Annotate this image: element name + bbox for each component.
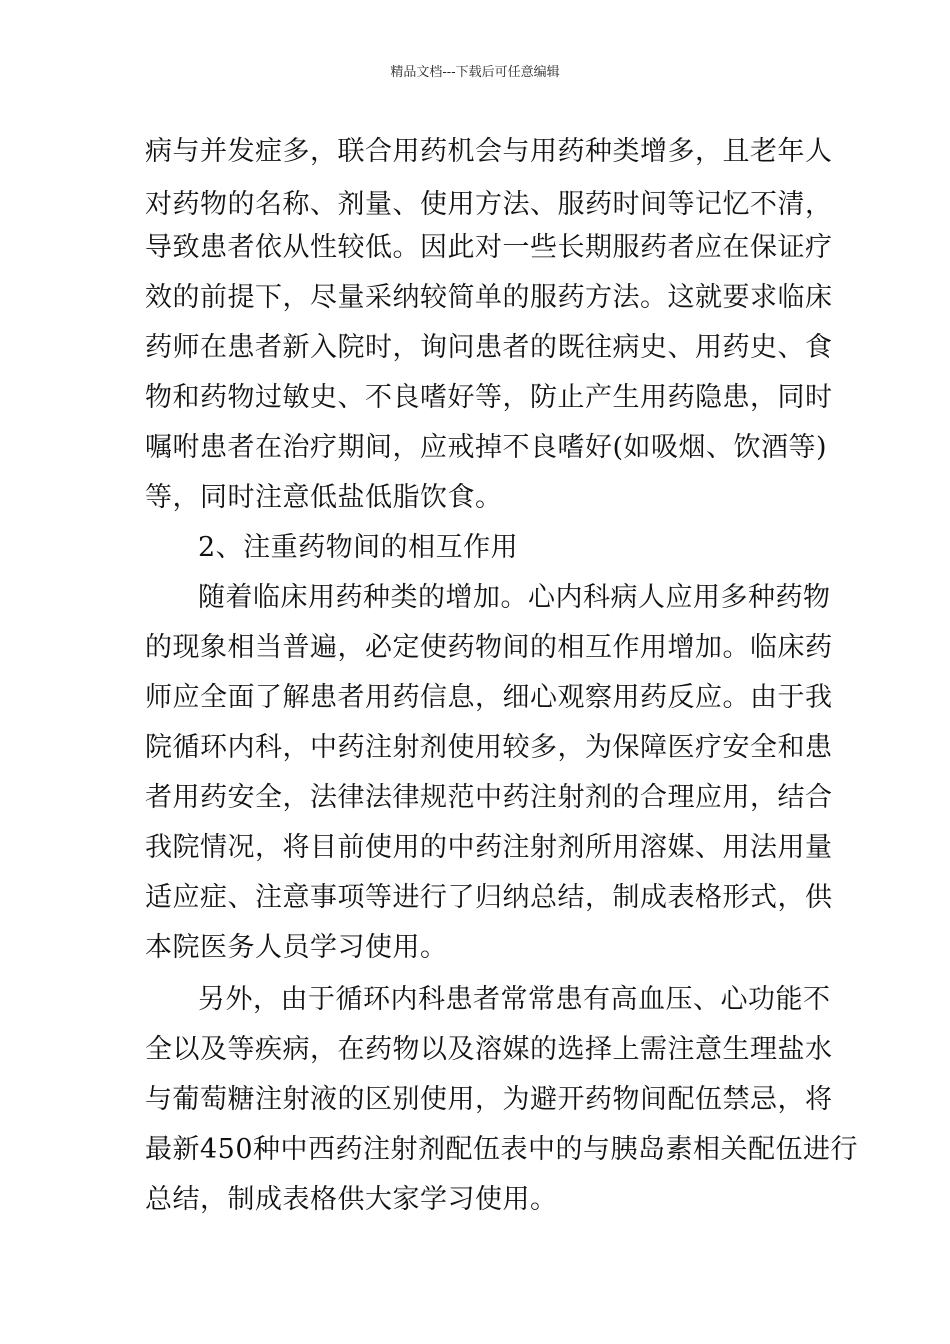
section-heading: 2、注重药物间的相互作用	[198, 532, 519, 563]
paragraph-line: 最新450种中西药注射剂配伍表中的与胰岛素相关配伍进行	[145, 1134, 859, 1165]
paragraph-line: 者用药安全，法律法律规范中药注射剂的合理应用，结合	[145, 782, 833, 813]
paragraph-line: 等，同时注意低盐低脂饮食。	[145, 482, 503, 513]
paragraph-line: 效的前提下，尽量采纳较简单的服药方法。这就要求临床	[145, 282, 833, 313]
paragraph-line: 对药物的名称、剂量、使用方法、服药时间等记忆不清，	[145, 189, 833, 220]
paragraph-line: 与葡萄糖注射液的区别使用，为避开药物间配伍禁忌，将	[145, 1084, 833, 1115]
paragraph-line: 的现象相当普遍，必定使药物间的相互作用增加。临床药	[145, 632, 833, 663]
paragraph-line: 全以及等疾病，在药物以及溶媒的选择上需注意生理盐水	[145, 1034, 833, 1065]
paragraph-line: 病与并发症多，联合用药机会与用药种类增多，且老年人	[145, 136, 833, 167]
page-header: 精品文档---下载后可任意编辑	[390, 65, 560, 80]
paragraph-line: 随着临床用药种类的增加。心内科病人应用多种药物	[198, 582, 831, 613]
paragraph-line: 嘱咐患者在治疗期间，应戒掉不良嗜好(如吸烟、饮酒等)	[145, 432, 828, 463]
paragraph-line: 药师在患者新入院时，询问患者的既往病史、用药史、食	[145, 332, 833, 363]
paragraph-line: 师应全面了解患者用药信息，细心观察用药反应。由于我	[145, 682, 833, 713]
paragraph-line: 我院情况，将目前使用的中药注射剂所用溶媒、用法用量	[145, 832, 833, 863]
paragraph-line: 院循环内科，中药注射剂使用较多，为保障医疗安全和患	[145, 732, 833, 763]
paragraph-line: 另外，由于循环内科患者常常患有高血压、心功能不	[198, 984, 831, 1015]
paragraph-line: 适应症、注意事项等进行了归纳总结，制成表格形式，供	[145, 882, 833, 913]
paragraph-line: 物和药物过敏史、不良嗜好等，防止产生用药隐患，同时	[145, 382, 833, 413]
paragraph-line: 本院医务人员学习使用。	[145, 932, 448, 963]
paragraph-line: 总结，制成表格供大家学习使用。	[145, 1184, 558, 1215]
paragraph-line: 导致患者依从性较低。因此对一些长期服药者应在保证疗	[145, 232, 833, 263]
